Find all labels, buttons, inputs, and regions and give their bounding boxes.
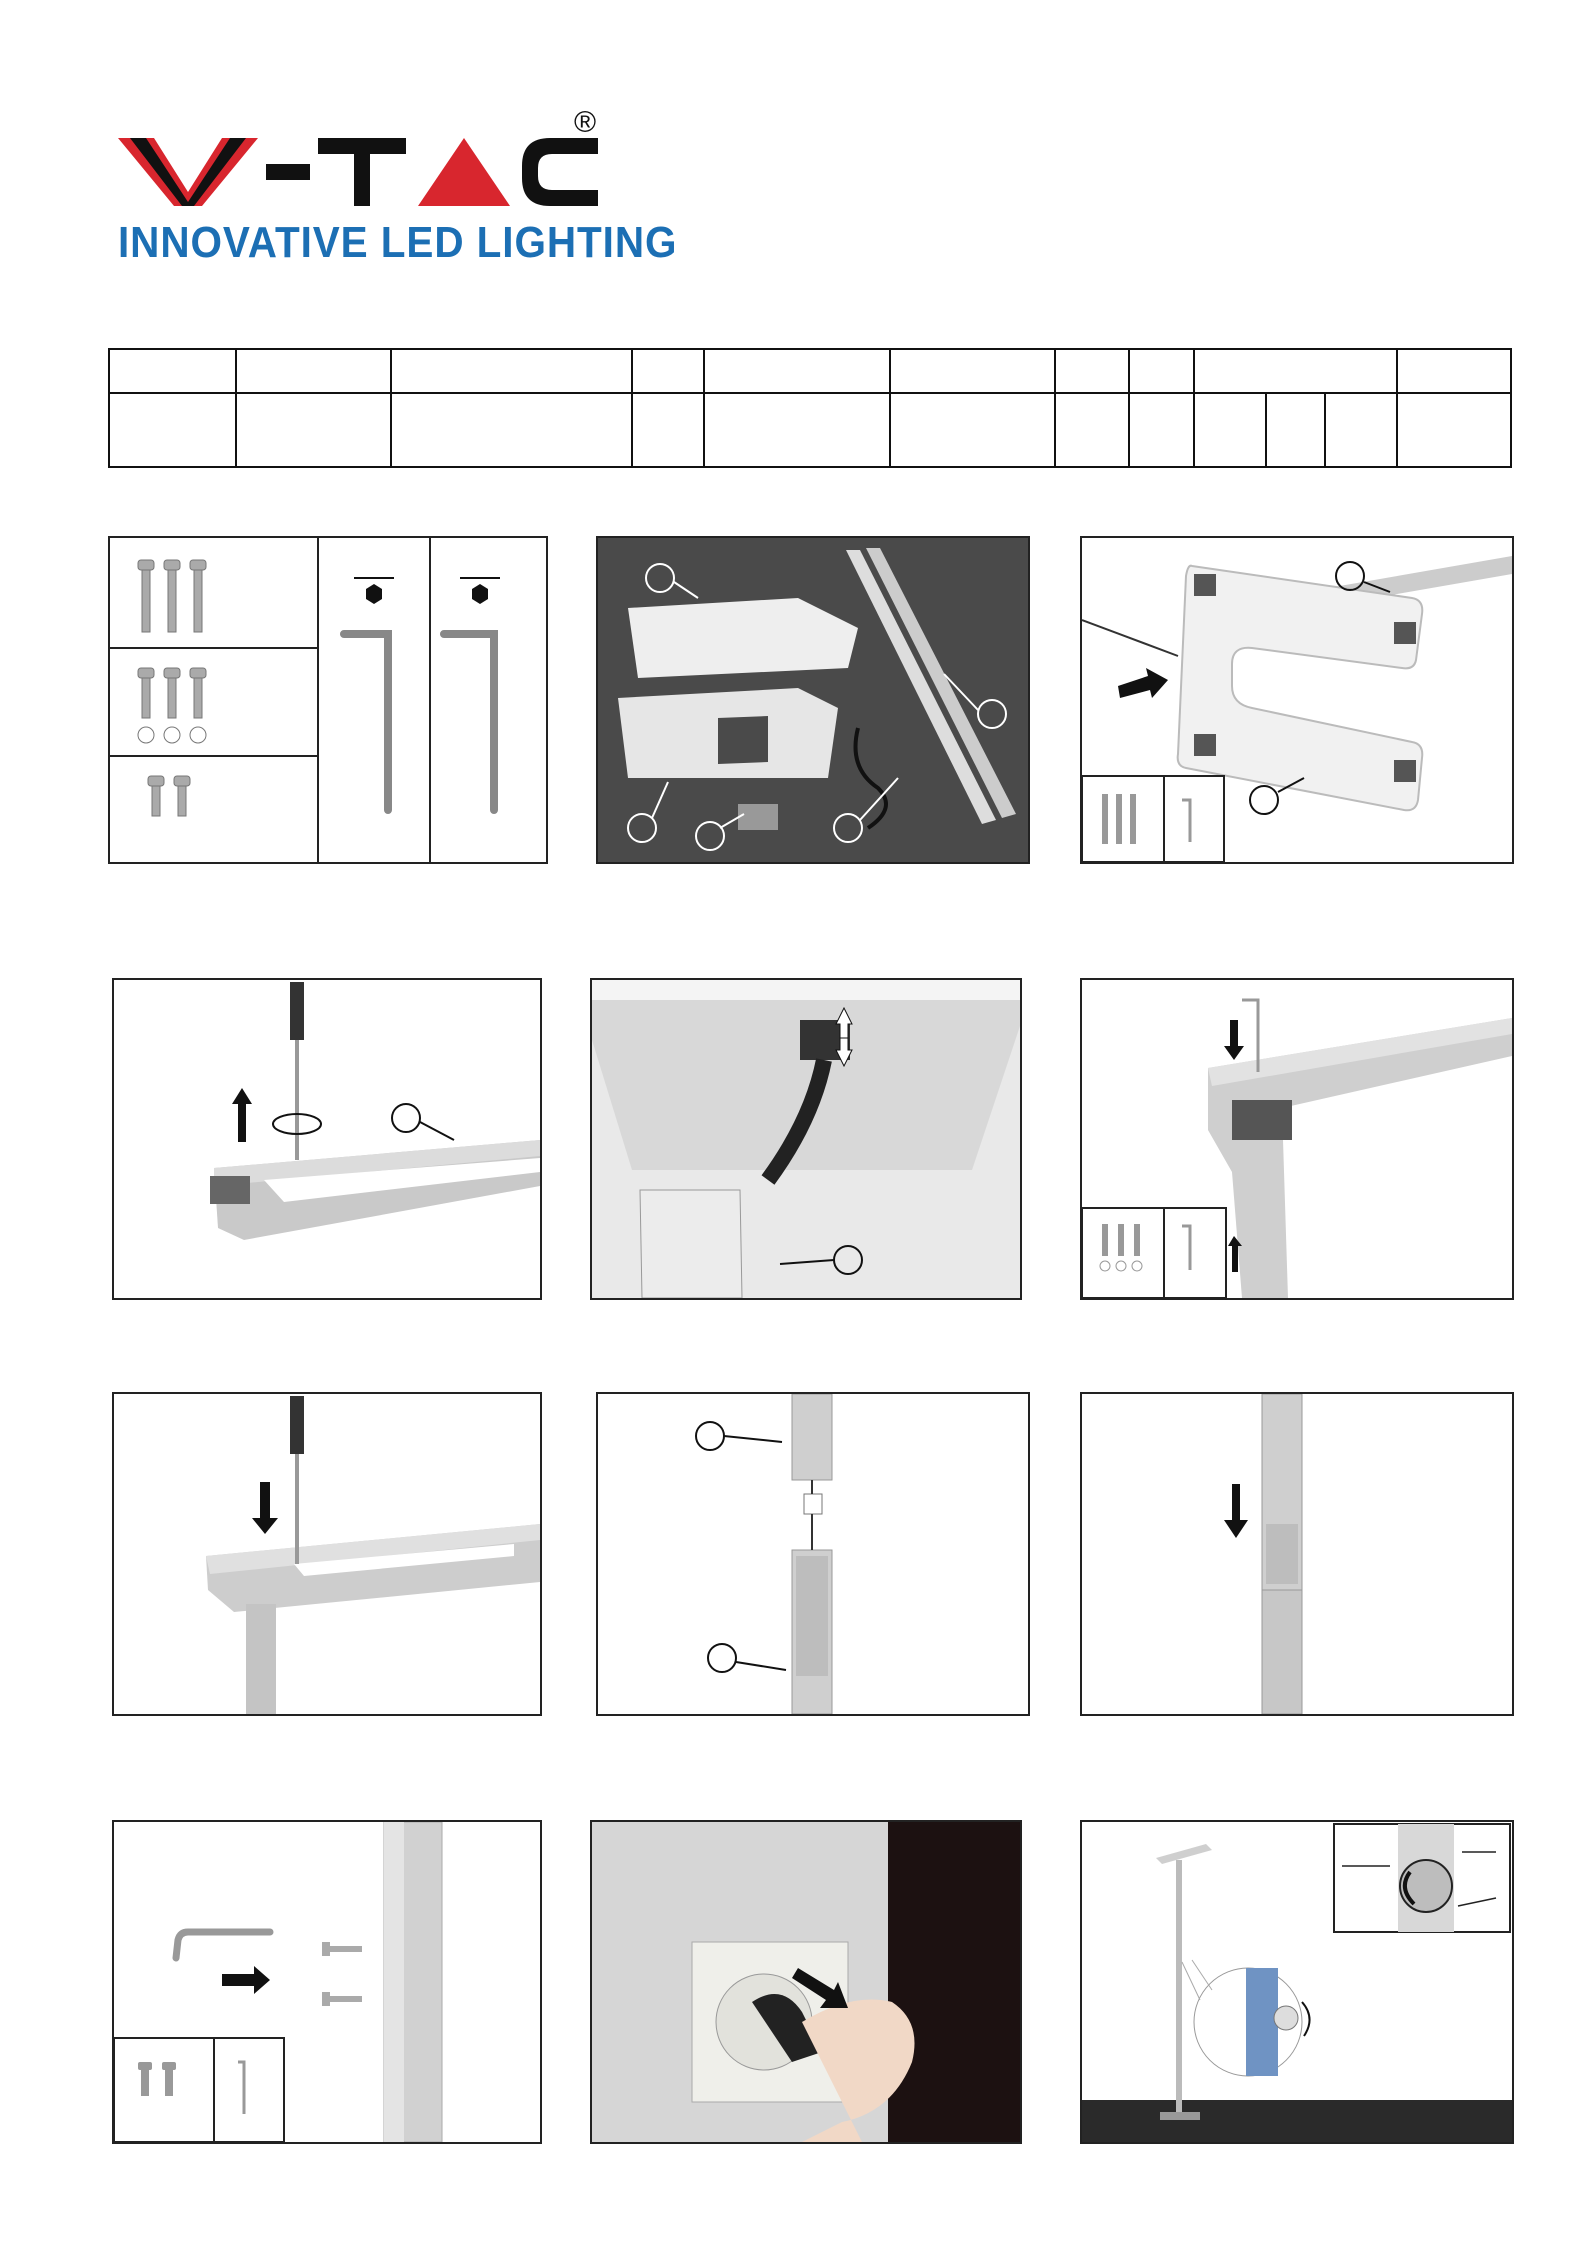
- lamp-head: [628, 598, 858, 678]
- base-plate: [1178, 566, 1423, 811]
- spec-cell: [1325, 393, 1397, 467]
- spec-cell: [1129, 393, 1194, 467]
- spec-cell: [632, 349, 704, 393]
- arrow-down-icon: [1224, 1020, 1244, 1060]
- step-plug-in: [590, 1820, 1022, 2144]
- brand-logo: [118, 106, 678, 280]
- spec-cell: [391, 393, 632, 467]
- step-base-attach: [1080, 536, 1514, 864]
- arrow-up-icon: [232, 1088, 252, 1142]
- arrow-down-icon: [1224, 1484, 1248, 1538]
- touch-knob-icon: [1274, 2006, 1298, 2030]
- spec-cell: [1194, 349, 1398, 393]
- step-connect-pole: [596, 1392, 1030, 1716]
- step-parts-overview: [596, 536, 1030, 864]
- spec-cell: [109, 349, 236, 393]
- arrow-icon: [1118, 668, 1168, 698]
- spec-cell: [236, 349, 391, 393]
- lamp-icon: [1156, 1844, 1212, 2120]
- connector-icon: [804, 1494, 822, 1514]
- screwdriver-icon: [290, 1396, 304, 1564]
- spec-cell: [236, 393, 391, 467]
- arrow-right-icon: [222, 1966, 270, 1994]
- spec-cell: [109, 393, 236, 467]
- arrow-down-icon: [252, 1482, 278, 1534]
- spec-cell: [1194, 393, 1266, 467]
- brand-tagline: INNOVATIVE LED LIGHTING: [118, 218, 678, 267]
- hex-key-icon: [176, 1932, 270, 1958]
- step-close-head: [112, 1392, 542, 1716]
- spec-cell: [1055, 393, 1129, 467]
- screw-icon: [138, 560, 206, 816]
- spec-cell: [890, 393, 1054, 467]
- screw-bag: [738, 804, 778, 830]
- spec-cell: [1397, 393, 1511, 467]
- step-connect-wire: [590, 978, 1022, 1300]
- spec-cell: [391, 349, 632, 393]
- spec-cell: [1055, 349, 1129, 393]
- step-fix-pole-screws: [112, 1820, 542, 2144]
- spec-cell: [1397, 349, 1511, 393]
- spec-cell: [890, 349, 1054, 393]
- step-parts-hardware: [108, 536, 548, 864]
- spec-table: [108, 348, 1512, 468]
- spec-cell: [632, 393, 704, 467]
- step-switch-on: [1080, 1820, 1514, 2144]
- spec-cell: [1266, 393, 1325, 467]
- step-join-pole: [1080, 1392, 1514, 1716]
- hex-key-icon: [344, 578, 500, 810]
- step-fix-head-screws: [1080, 978, 1514, 1300]
- spec-cell: [704, 393, 890, 467]
- registered-mark: ®: [574, 106, 597, 139]
- spec-cell: [1129, 349, 1194, 393]
- spec-cell: [704, 349, 890, 393]
- cable: [856, 728, 887, 828]
- step-unscrew-head: [112, 978, 542, 1300]
